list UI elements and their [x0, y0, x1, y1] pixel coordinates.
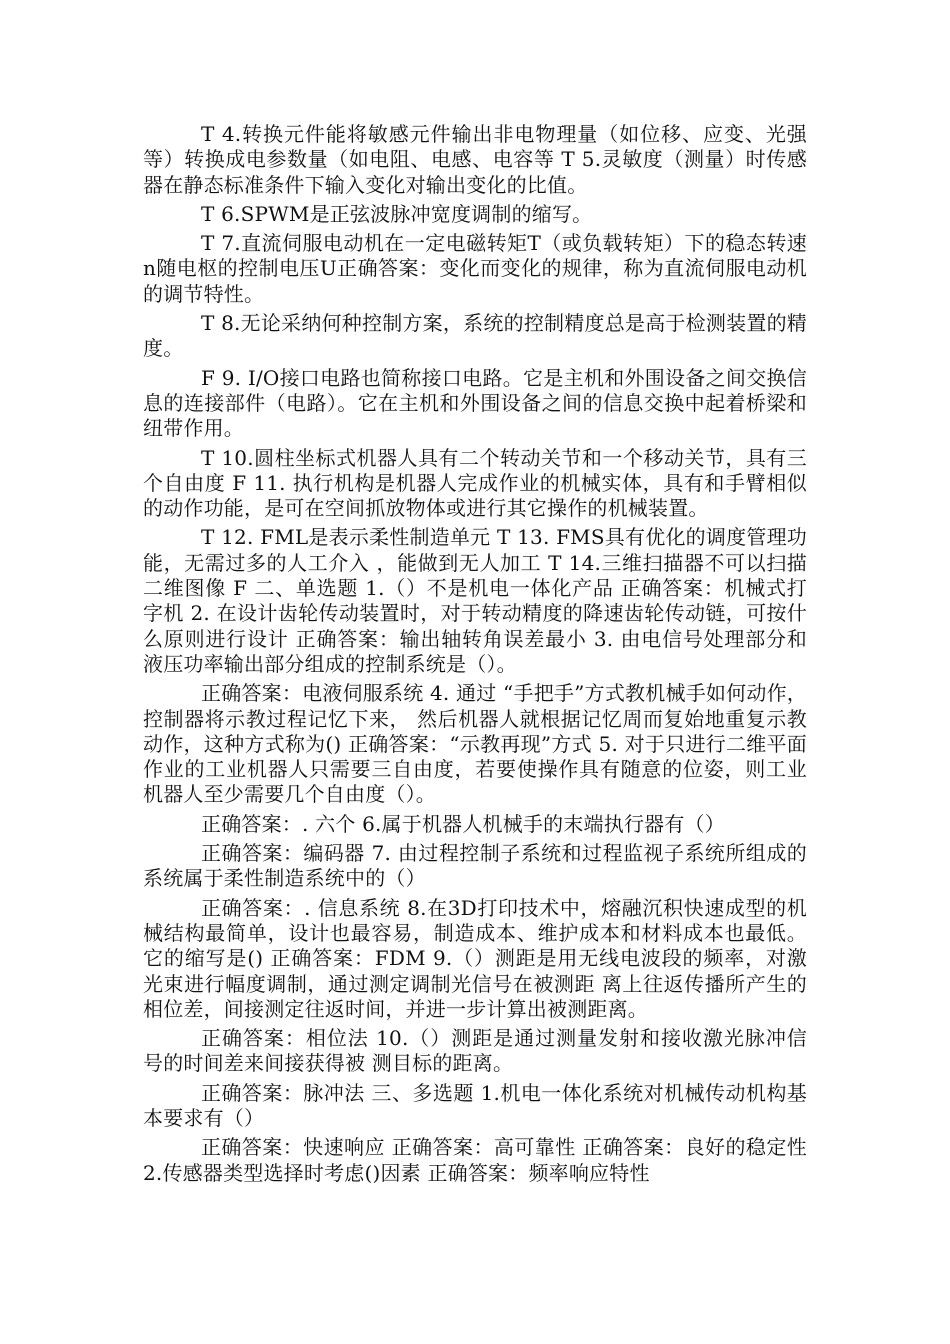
document-body — [143, 122, 807, 1190]
paragraph-t12-single-choice: T 12. FML是表示柔性制造单元 T 13. FMS具有优化的调度管理功能，无需过多的人工介入 ，能做到无人加工 T 14.三维扫描器不可以扫描二维图像 F 二、单选题 1.（）不是机电一体化产品 正确答案：机械式打字机 2. 在设计齿轮传动装置时，对于转动精度的降速齿轮传动链，可按什么原则进行设计 正确答案：输出轴转角误差最小 3. 由电信号处理部分和液压功率输出部分组成的控制系统是（）。 — [143, 525, 807, 676]
paragraph-t4-t5: T 4.转换元件能将敏感元件输出非电物理量（如位移、应变、光强等）转换成电参数量（如电阻、电感、电容等 T 5.灵敏度（测量）时传感器在静态标准条件下输入变化对输出变化的比值。 — [143, 122, 807, 197]
paragraph-t10-f11: T 10.圆柱坐标式机器人具有二个转动关节和一个移动关节，具有三个自由度 F 11. 执行机构是机器人完成作业的机械实体，具有和手臂相似的动作功能，是可在空间抓放物体或进行其它操作的机械装置。 — [143, 445, 807, 521]
paragraph-answer-10: 正确答案：相位法 10.（）测距是通过测量发射和接收激光脉冲信 号的时间差来间接获得被 测目标的距离。 — [143, 1026, 807, 1076]
paragraph-t7: T 7.直流伺服电动机在一定电磁转矩T（或负载转矩）下的稳态转速n随电枢的控制电压U正确答案：变化而变化的规律，称为直流伺服电动机的调节特性。 — [143, 231, 807, 306]
paragraph-answer-4-5: 正确答案：电液伺服系统 4. 通过 “手把手”方式教机械手如何动作，控制器将示教过程记忆下来， 然后机器人就根据记忆周而复始地重复示教动作，这种方式称为() 正确答案：“示教再现”方式 5. 对于只进行二维平面作业的工业机器人只需要三自由度，若要使操作具有随意的位姿，则工业机器人至少需要几个自由度（）。 — [143, 681, 807, 807]
paragraph-multi-choice-answers: 正确答案：快速响应 正确答案：高可靠性 正确答案：良好的稳定性 2.传感器类型选择时考虑()因素 正确答案：频率响应特性 — [143, 1135, 807, 1185]
paragraph-t8: T 8.无论采纳何种控制方案，系统的控制精度总是高于检测装置的精度。 — [143, 311, 807, 361]
paragraph-answer-6: 正确答案：. 六个 6.属于机器人机械手的末端执行器有（） — [201, 811, 725, 836]
paragraph-multi-choice-1: 正确答案：脉冲法 三、多选题 1.机电一体化系统对机械传动机构基本要求有（） — [143, 1080, 807, 1130]
paragraph-f9: F 9. I/O接口电路也简称接口电路。它是主机和外围设备之间交换信息的连接部件（电路）。它在主机和外围设备之间的信息交换中起着桥梁和纽带作用。 — [143, 365, 807, 441]
paragraph-answer-8-9: 正确答案：. 信息系统 8.在3D打印技术中，熔融沉积快速成型的机械结构最简单，设计也最容易，制造成本、维护成本和材料成本也最低。它的缩写是() 正确答案：FDM 9.（）测距是用无线电波段的频率，对激光束进行幅度调制，通过测定调制光信号在被测距 离上往返传播所产生的相位差，间接测定往返时间，并进一步计算出被测距离。 — [143, 895, 807, 1021]
paragraph-answer-7: 正确答案：编码器 7. 由过程控制子系统和过程监视子系统所组成的系统属于柔性制造系统中的（） — [143, 841, 807, 891]
paragraph-t6: T 6.SPWM是正弦波脉冲宽度调制的缩写。 — [201, 201, 593, 226]
